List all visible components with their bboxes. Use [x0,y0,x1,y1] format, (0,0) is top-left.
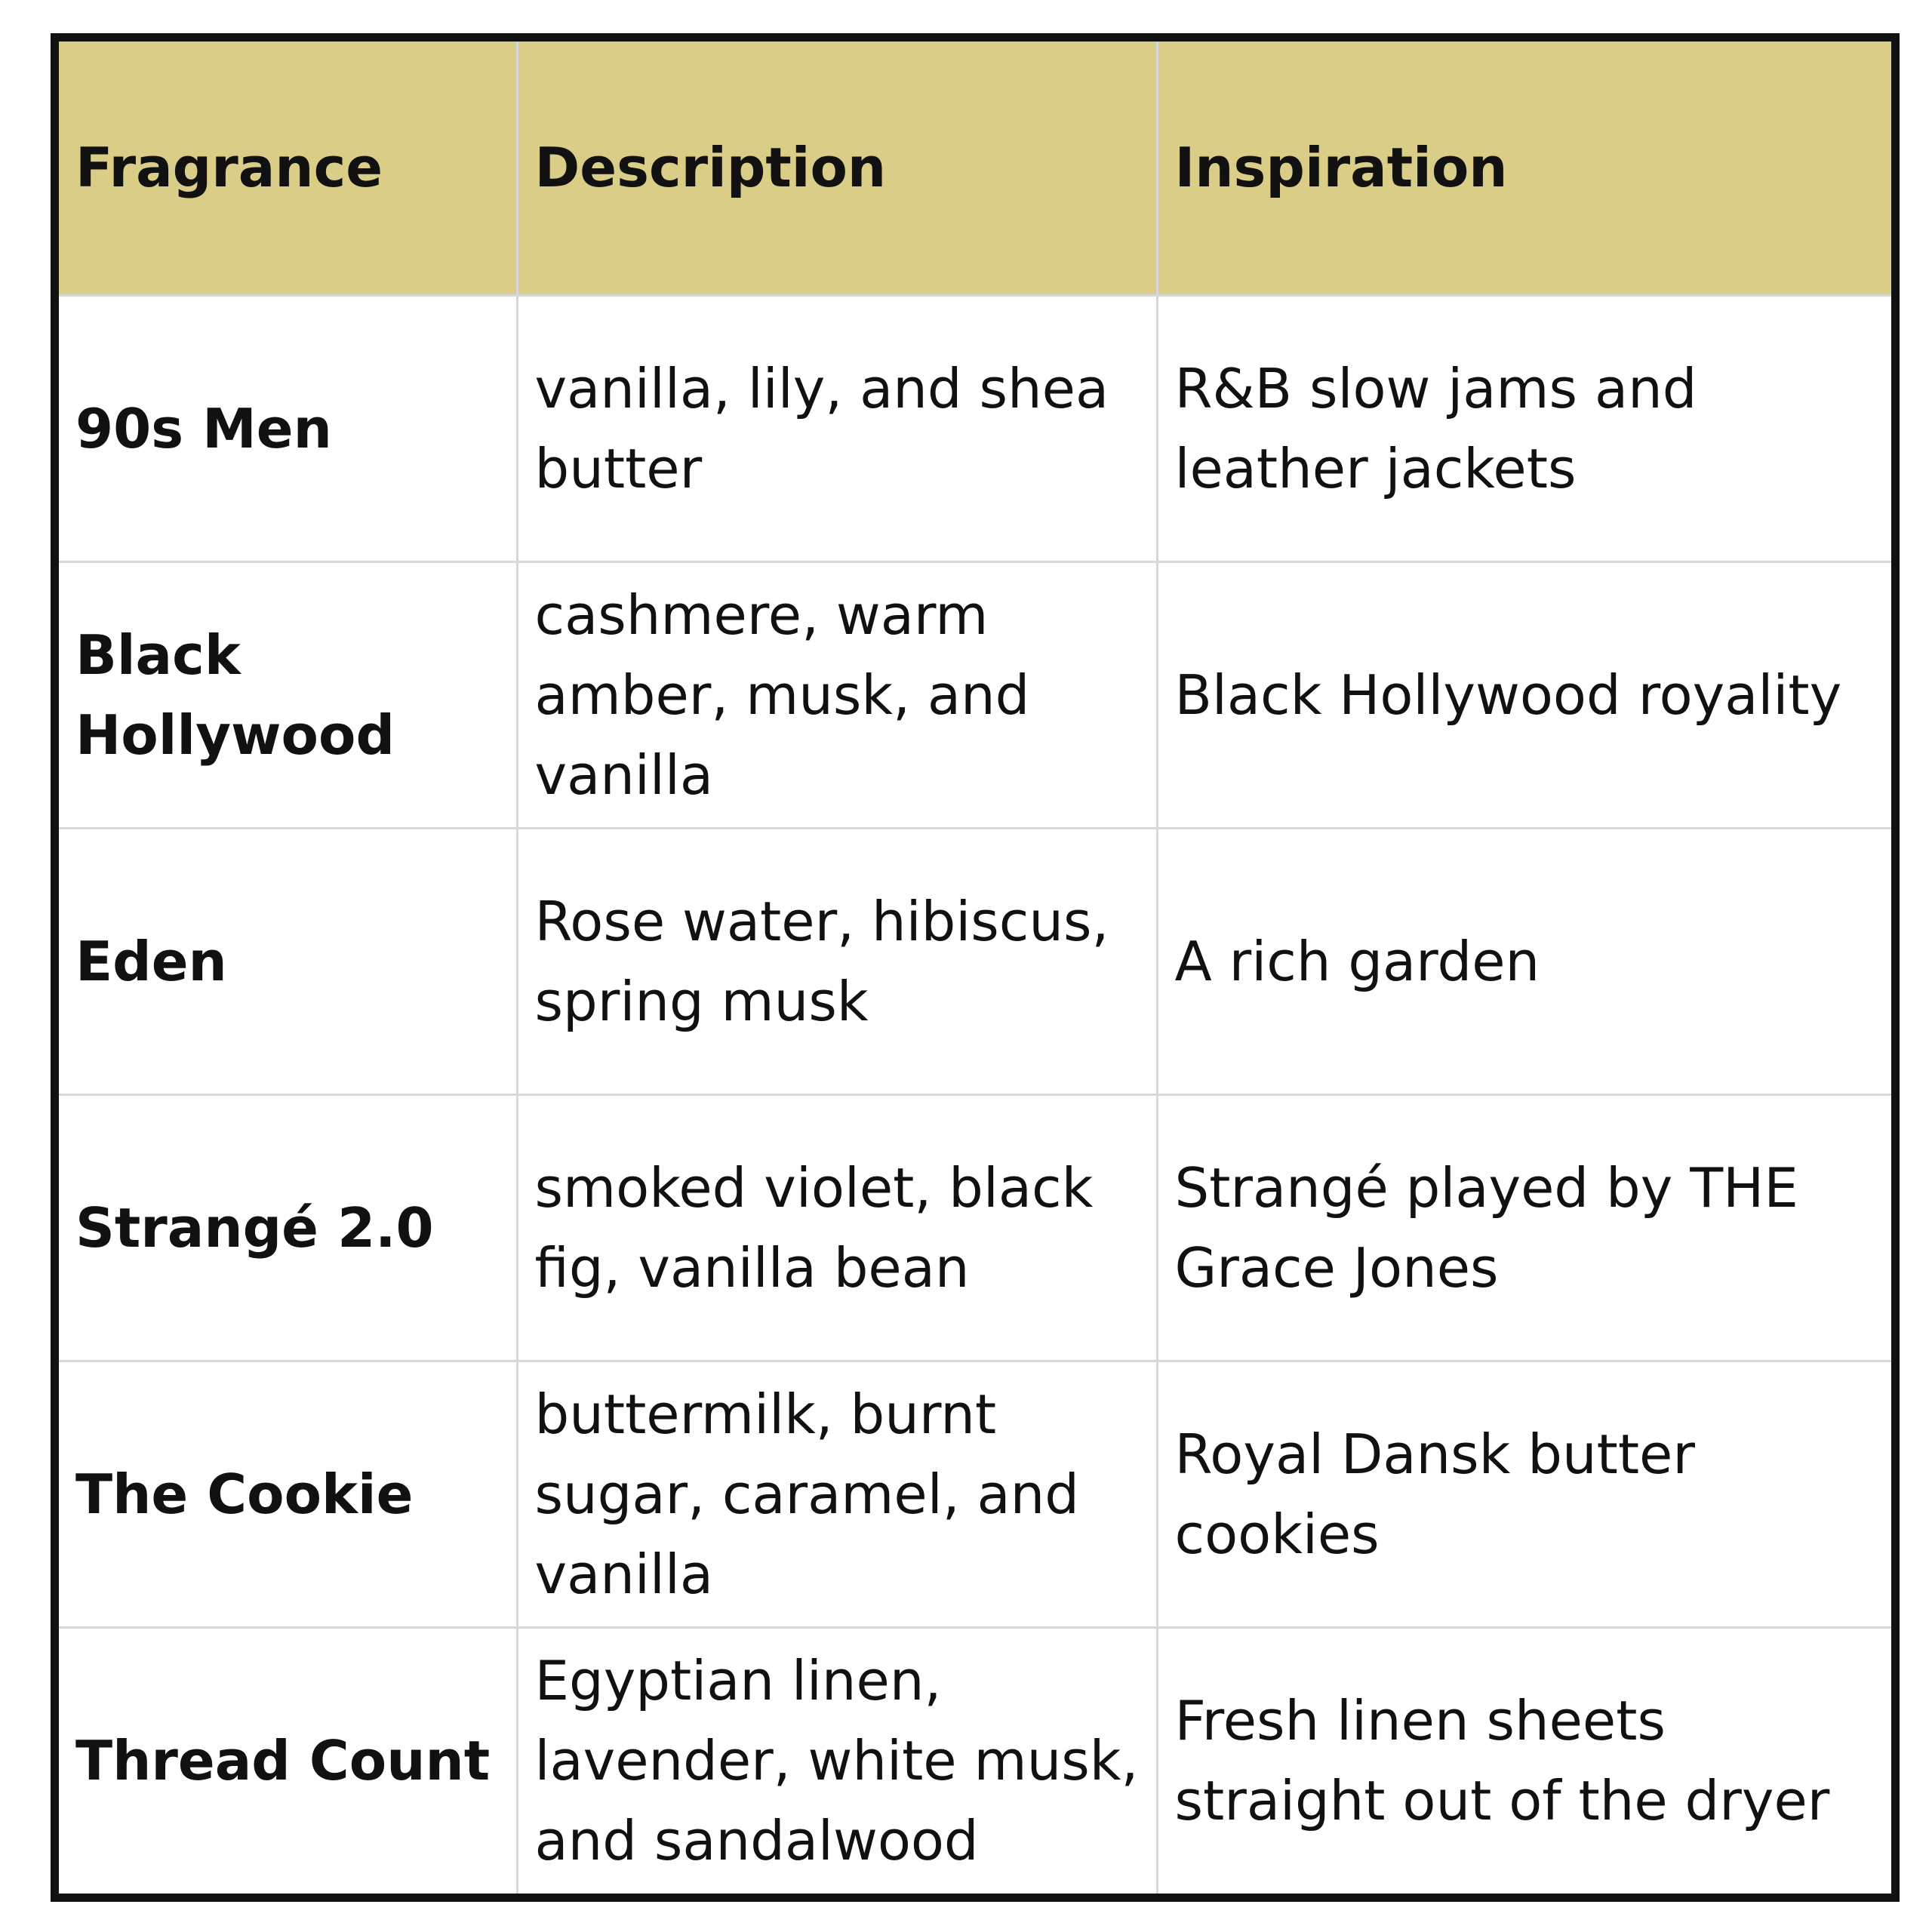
fragrance-inspiration: Fresh linen sheets straight out of the dryer [1157,1627,1891,1894]
table-row [59,561,1891,828]
fragrance-description: Rose water, hibiscus, spring musk [517,828,1157,1094]
fragrance-name: Black Hollywood [59,561,517,828]
fragrance-name: 90s Men [59,295,517,561]
fragrance-name: Thread Count [59,1627,517,1894]
fragrance-inspiration: R&B slow jams and leather jackets [1157,295,1891,561]
header-inspiration: Inspiration [1157,42,1891,295]
fragrance-inspiration: Royal Dansk butter cookies [1157,1361,1891,1627]
header-description: Description [517,42,1157,295]
fragrance-inspiration: Black Hollywood royality [1157,561,1891,828]
fragrance-description: Egyptian linen, lavender, white musk, and sandalwood [517,1627,1157,1894]
table-row [59,828,1891,1094]
fragrance-name: The Cookie [59,1361,517,1627]
table-header-row [59,42,1891,295]
fragrance-inspiration: A rich garden [1157,828,1891,1094]
fragrance-description: vanilla, lily, and shea butter [517,295,1157,561]
fragrance-description: buttermilk, burnt sugar, caramel, and vanilla [517,1361,1157,1627]
fragrance-inspiration: Strangé played by THE Grace Jones [1157,1094,1891,1361]
table-row [59,295,1891,561]
table-row [59,1094,1891,1361]
fragrance-description: smoked violet, black fig, vanilla bean [517,1094,1157,1361]
fragrance-table-frame [51,33,1900,1902]
fragrance-name: Eden [59,828,517,1094]
fragrance-table [59,42,1891,1894]
table-row [59,1361,1891,1627]
fragrance-name: Strangé 2.0 [59,1094,517,1361]
header-fragrance: Fragrance [59,42,517,295]
fragrance-description: cashmere, warm amber, musk, and vanilla [517,561,1157,828]
table-row [59,1627,1891,1894]
